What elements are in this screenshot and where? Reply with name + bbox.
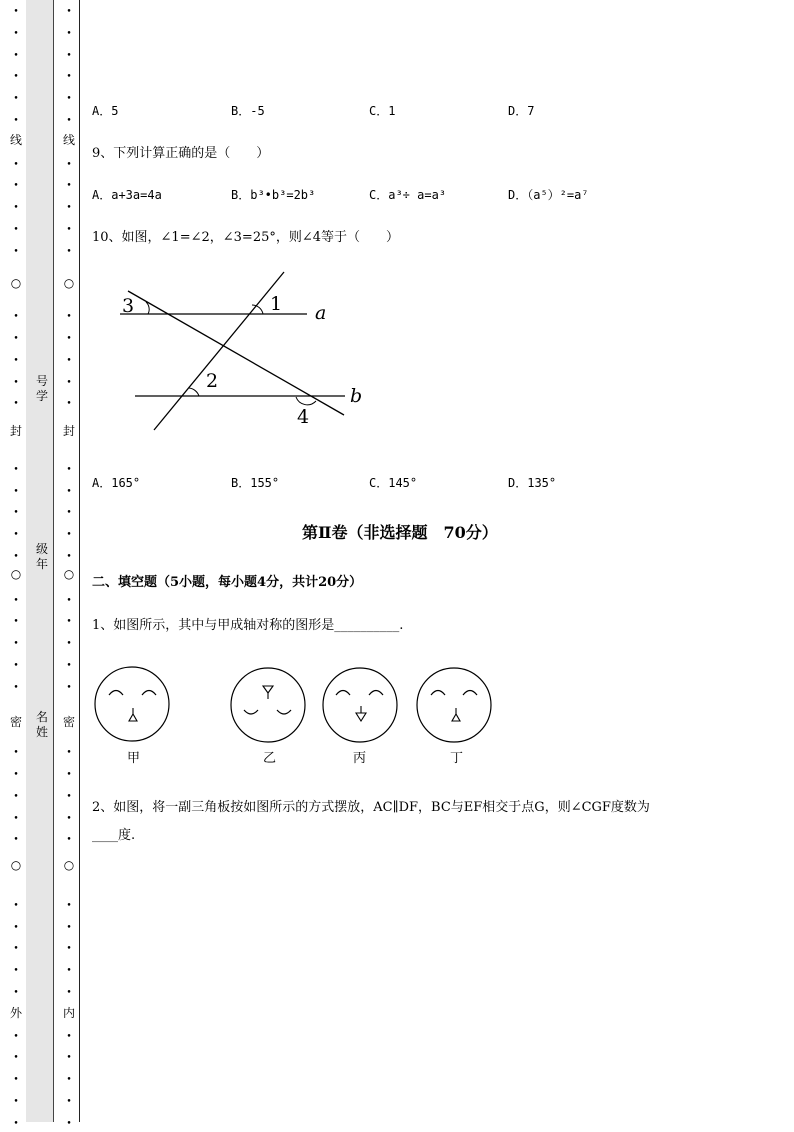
cut-line-dot: • xyxy=(13,355,19,366)
face-bing xyxy=(321,666,401,746)
cut-line-dot: • xyxy=(66,355,72,366)
margin-mark-feng-outer: 封 xyxy=(9,424,22,438)
cut-line-dot: • xyxy=(13,334,19,344)
cut-line-dot: • xyxy=(66,1053,72,1064)
cut-line-dot: • xyxy=(13,966,19,977)
q10-parallel-lines-figure xyxy=(110,262,370,437)
q10-option-c: C．145° xyxy=(369,476,418,490)
angle-3-arc xyxy=(146,302,149,314)
cut-line-dot: • xyxy=(66,922,72,933)
face-label-yi: 乙 xyxy=(263,751,277,766)
cut-line-dot: • xyxy=(66,1097,72,1107)
cut-line-dot: • xyxy=(13,770,19,780)
cut-line-dot: • xyxy=(66,1031,72,1042)
part-2-heading: 二、填空题（5小题，每小题4分，共计20分） xyxy=(92,575,363,590)
label-4: 4 xyxy=(297,406,310,428)
cut-line-dot: • xyxy=(13,944,19,955)
field-label-student-number: 号学 xyxy=(36,374,49,403)
margin-mark-nei: 内 xyxy=(62,1006,75,1020)
cut-line-dot: • xyxy=(66,94,72,105)
cut-line-dot: • xyxy=(13,464,19,475)
label-b: b xyxy=(350,385,363,407)
cut-line-dot: • xyxy=(13,530,19,541)
cut-line-dot: • xyxy=(13,900,19,911)
cut-line-dot: • xyxy=(13,1053,19,1064)
cut-line-dot: • xyxy=(66,312,72,323)
section-2-title: 第Ⅱ卷（非选择题 70分） xyxy=(302,523,498,542)
field-label-name: 名姓 xyxy=(36,710,49,739)
cut-line-dot: • xyxy=(66,595,72,606)
face-yi xyxy=(229,666,309,746)
cut-line-dot: • xyxy=(13,1031,19,1042)
circle-mark: ○ xyxy=(63,276,75,290)
cut-line-dot: • xyxy=(66,377,72,388)
field-label-grade: 级年 xyxy=(36,542,49,571)
cut-line-dot: • xyxy=(13,639,19,650)
label-1: 1 xyxy=(270,293,283,315)
cut-line-dot: • xyxy=(13,181,19,192)
cut-line-dot: • xyxy=(13,377,19,388)
cut-line-dot: • xyxy=(66,966,72,977)
q8-option-a: A．5 xyxy=(92,104,119,118)
margin-rule xyxy=(79,0,80,1122)
cut-line-dot: • xyxy=(66,770,72,780)
q8-option-b: B．-5 xyxy=(231,104,265,118)
q8-option-d: D．7 xyxy=(508,104,535,118)
cut-line-dot: • xyxy=(13,50,19,61)
cut-line-dot: • xyxy=(13,7,19,17)
q8-option-c: C．1 xyxy=(369,104,396,118)
cut-line-dot: • xyxy=(13,159,19,170)
cut-line-dot: • xyxy=(66,116,72,126)
cut-line-dot: • xyxy=(13,595,19,606)
cut-line-dot: • xyxy=(66,639,72,650)
cut-line-dot: • xyxy=(66,464,72,475)
face-label-bing: 丙 xyxy=(353,751,367,766)
cut-line-dot: • xyxy=(13,116,19,126)
cut-line-dot: • xyxy=(13,1118,19,1129)
label-3: 3 xyxy=(122,295,135,317)
cut-line-dot: • xyxy=(66,900,72,911)
cut-line-dot: • xyxy=(13,486,19,497)
cut-line-dot: • xyxy=(13,399,19,410)
label-2: 2 xyxy=(206,370,219,392)
cut-line-dot: • xyxy=(66,1075,72,1086)
transversal-2 xyxy=(154,272,284,430)
cut-line-dot: • xyxy=(13,1075,19,1086)
q10-option-b: B．155° xyxy=(231,476,280,490)
q9-option-c: C．a³÷ a=a³ xyxy=(369,188,447,202)
cut-line-dot: • xyxy=(66,159,72,170)
margin-mark-mi-inner: 密 xyxy=(62,715,75,729)
cut-line-dot: • xyxy=(66,944,72,955)
cut-line-dot: • xyxy=(66,7,72,17)
cut-line-dot: • xyxy=(66,486,72,497)
cut-line-dot: • xyxy=(66,508,72,519)
q10-stem: 10、如图，∠1=∠2，∠3=25°，则∠4等于（ ） xyxy=(92,230,400,245)
cut-line-dot: • xyxy=(66,181,72,192)
cut-line-dot: • xyxy=(13,28,19,39)
cut-line-dot: • xyxy=(13,72,19,83)
cut-line-dot: • xyxy=(66,682,72,693)
cut-line-dot: • xyxy=(66,748,72,759)
cut-line-dot: • xyxy=(13,617,19,628)
face-ding xyxy=(415,666,495,746)
cut-line-dot: • xyxy=(13,203,19,214)
cut-line-dot: • xyxy=(66,399,72,410)
margin-mark-xian-inner: 线 xyxy=(62,133,75,147)
angle-4-arc xyxy=(296,397,316,405)
cut-line-dot: • xyxy=(13,748,19,759)
cut-line-dot: • xyxy=(13,1097,19,1107)
face-label-jia: 甲 xyxy=(127,751,141,766)
face-label-ding: 丁 xyxy=(450,751,464,766)
cut-line-dot: • xyxy=(66,72,72,83)
margin-mark-wai: 外 xyxy=(9,1006,22,1020)
cut-line-dot: • xyxy=(66,835,72,846)
cut-line-dot: • xyxy=(66,334,72,344)
circle-mark: ○ xyxy=(63,858,75,872)
circle-mark: ○ xyxy=(10,858,22,872)
cut-line-dot: • xyxy=(66,530,72,541)
q9-stem: 9、下列计算正确的是（ ） xyxy=(92,146,270,161)
angle-2-arc xyxy=(189,388,199,396)
circle-mark: ○ xyxy=(10,276,22,290)
cut-line-dot: • xyxy=(13,508,19,519)
cut-line-dot: • xyxy=(13,988,19,998)
cut-line-dot: • xyxy=(66,246,72,257)
cut-line-dot: • xyxy=(66,813,72,824)
label-a: a xyxy=(315,302,327,324)
cut-line-dot: • xyxy=(66,225,72,235)
q9-option-d: D．（a⁵）²=a⁷ xyxy=(508,188,589,202)
cut-line-dot: • xyxy=(66,50,72,61)
f2-stem-line-1: 2、如图，将一副三角板按如图所示的方式摆放，AC∥DF，BC与EF相交于点G，则∠CGF度数为 xyxy=(92,800,650,815)
margin-mark-mi-outer: 密 xyxy=(9,715,22,729)
cut-line-dot: • xyxy=(13,835,19,846)
cut-line-dot: • xyxy=(13,94,19,105)
margin-mark-xian-outer: 线 xyxy=(9,133,22,147)
cut-line-dot: • xyxy=(66,661,72,671)
circle-mark: ○ xyxy=(63,567,75,581)
cut-line-dot: • xyxy=(13,312,19,323)
q9-option-a: A．a+3a=4a xyxy=(92,188,162,202)
f2-stem-line-2: ____度. xyxy=(92,828,136,843)
cut-line-dot: • xyxy=(66,203,72,214)
cut-line-dot: • xyxy=(13,682,19,693)
cut-line-dot: • xyxy=(66,988,72,998)
cut-line-dot: • xyxy=(13,813,19,824)
cut-line-dot: • xyxy=(66,617,72,628)
cut-line-dot: • xyxy=(13,922,19,933)
cut-line-dot: • xyxy=(66,1118,72,1129)
q10-option-a: A．165° xyxy=(92,476,141,490)
face-jia xyxy=(92,666,172,746)
f1-stem: 1、如图所示，其中与甲成轴对称的图形是__________. xyxy=(92,618,404,633)
circle-mark: ○ xyxy=(10,567,22,581)
cut-line-dot: • xyxy=(13,661,19,671)
cut-line-dot: • xyxy=(66,552,72,562)
q9-option-b: B．b³•b³=2b³ xyxy=(231,188,316,202)
cut-line-dot: • xyxy=(13,552,19,562)
cut-line-dot: • xyxy=(13,246,19,257)
margin-mark-feng-inner: 封 xyxy=(62,424,75,438)
q10-option-d: D．135° xyxy=(508,476,557,490)
cut-line-dot: • xyxy=(66,28,72,39)
cut-line-dot: • xyxy=(13,791,19,802)
cut-line-dot: • xyxy=(13,225,19,235)
cut-line-dot: • xyxy=(66,791,72,802)
